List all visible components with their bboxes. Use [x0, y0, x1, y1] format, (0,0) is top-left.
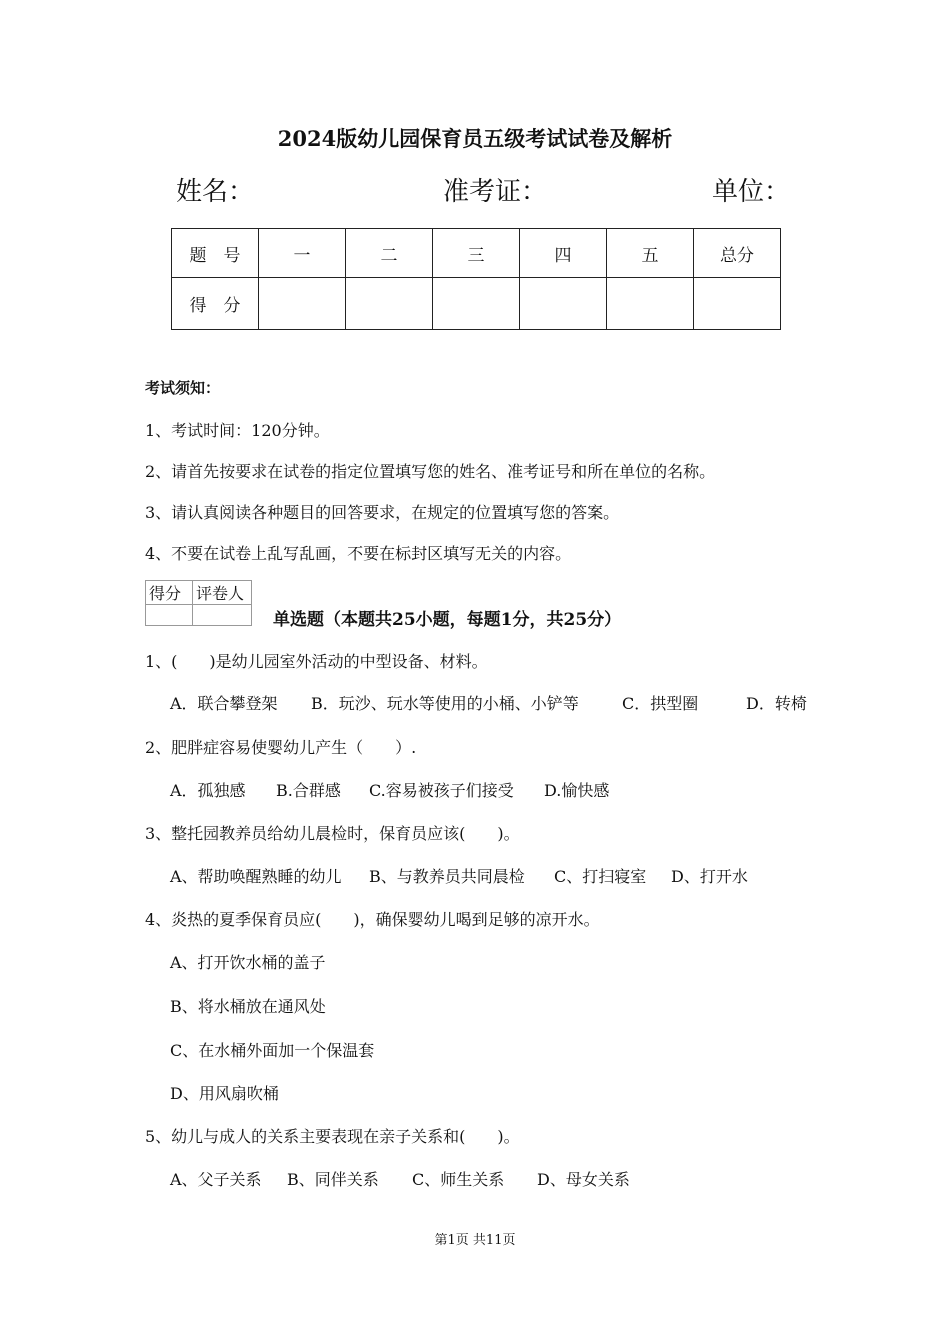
- score-cell: [433, 278, 520, 330]
- option-a: A、父子关系: [170, 1170, 262, 1189]
- option-c: C.容易被孩子们接受: [369, 781, 514, 800]
- grader-reviewer-label: 评卷人: [193, 581, 252, 605]
- score-table-score-row: [172, 278, 781, 330]
- question-text: 5、幼儿与成人的关系主要表现在亲子关系和( )。: [145, 1127, 520, 1146]
- notice-item: 1、考试时间：120分钟。: [145, 421, 330, 440]
- score-table-row-label: 得 分: [172, 278, 259, 330]
- option-d: D.愉快感: [544, 781, 610, 800]
- option-d: D、母女关系: [537, 1170, 630, 1189]
- notice-heading: 考试须知：: [145, 379, 221, 397]
- page-footer: 第1页 共11页: [434, 1233, 516, 1248]
- name-field-label: 姓名：: [176, 177, 255, 207]
- option-d: D、用风扇吹桶: [170, 1084, 279, 1103]
- option-b: B.合群感: [276, 781, 341, 800]
- score-table-header-cell: 五: [607, 229, 694, 278]
- grader-reviewer-cell: [193, 605, 252, 626]
- score-table-header-cell: 三: [433, 229, 520, 278]
- page-title: 2024版幼儿园保育员五级考试试卷及解析: [277, 126, 673, 151]
- grader-header-row: [146, 581, 252, 605]
- score-table-header-cell: 二: [346, 229, 433, 278]
- score-cell: [259, 278, 346, 330]
- option-a: A、帮助唤醒熟睡的幼儿: [170, 867, 342, 886]
- score-table-header-cell: 总分: [694, 229, 781, 278]
- option-b: B、与教养员共同晨检: [369, 867, 525, 886]
- grader-table: [145, 580, 252, 626]
- section-title: 单选题（本题共25小题，每题1分，共25分）: [273, 610, 622, 630]
- option-c: C、在水桶外面加一个保温套: [170, 1041, 375, 1060]
- score-table-header-cell: 四: [520, 229, 607, 278]
- score-cell: [346, 278, 433, 330]
- notice-item: 4、不要在试卷上乱写乱画，不要在标封区填写无关的内容。: [145, 544, 572, 563]
- option-a: A．孤独感: [170, 781, 246, 800]
- option-b: B、同伴关系: [287, 1170, 379, 1189]
- score-table-header-row: [172, 229, 781, 278]
- notice-item: 2、请首先按要求在试卷的指定位置填写您的姓名、准考证号和所在单位的名称。: [145, 462, 716, 481]
- question-text: 1、( )是幼儿园室外活动的中型设备、材料。: [145, 652, 488, 671]
- notice-item: 3、请认真阅读各种题目的回答要求，在规定的位置填写您的答案。: [145, 503, 620, 522]
- option-d: D、打开水: [671, 867, 748, 886]
- option-a: A．联合攀登架: [170, 694, 278, 713]
- grader-blank-row: [146, 605, 252, 626]
- score-table: [171, 228, 781, 330]
- question-text: 4、炎热的夏季保育员应( )，确保婴幼儿喝到足够的凉开水。: [145, 910, 600, 929]
- score-table-header-cell: 一: [259, 229, 346, 278]
- option-c: C、师生关系: [412, 1170, 505, 1189]
- option-d: D．转椅: [746, 694, 807, 713]
- exam-id-field-label: 准考证：: [443, 177, 548, 207]
- grader-score-label: 得分: [146, 581, 193, 605]
- score-table-header-cell: 题 号: [172, 229, 259, 278]
- score-cell: [694, 278, 781, 330]
- option-a: A、打开饮水桶的盖子: [170, 953, 326, 972]
- question-text: 2、肥胖症容易使婴幼儿产生（ ）.: [145, 738, 417, 757]
- grader-score-cell: [146, 605, 193, 626]
- option-b: B．玩沙、玩水等使用的小桶、小铲等: [311, 694, 579, 713]
- score-cell: [520, 278, 607, 330]
- unit-field-label: 单位：: [712, 177, 791, 207]
- option-b: B、将水桶放在通风处: [170, 997, 326, 1016]
- option-c: C．拱型圈: [622, 694, 699, 713]
- score-cell: [607, 278, 694, 330]
- option-c: C、打扫寝室: [554, 867, 647, 886]
- question-text: 3、整托园教养员给幼儿晨检时，保育员应该( )。: [145, 824, 520, 843]
